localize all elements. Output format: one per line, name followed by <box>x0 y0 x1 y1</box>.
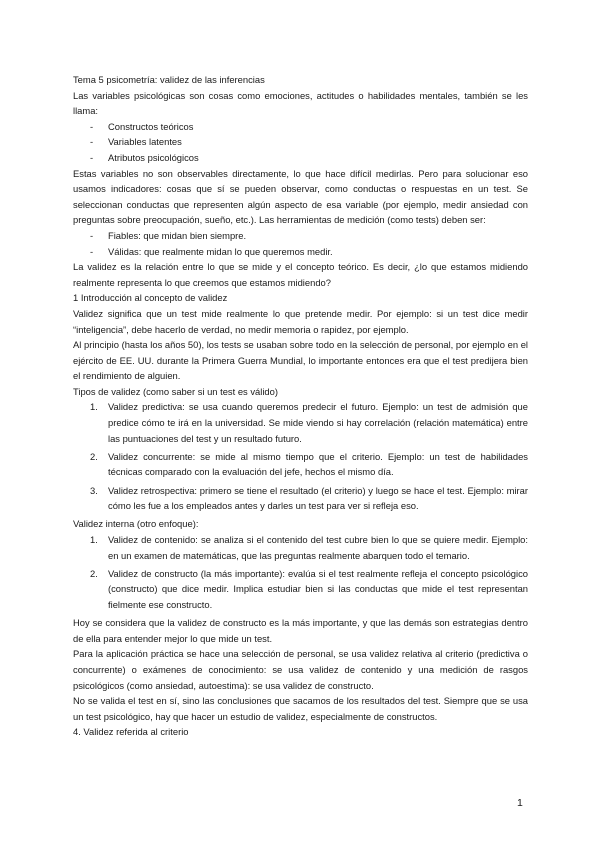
types-heading: Tipos de validez (como saber si un test es válido) <box>73 385 278 397</box>
document-body <box>73 72 528 740</box>
section1-paragraph-2: Al principio (hasta los años 50), los tests se usaban sobre todo en la selección de personal, por ejemplo en el ejército de EE. UU. durante la Primera Guerra Mundial, lo importante entonces era que el test predijera bien el rendimiento de alguien. <box>73 339 528 382</box>
list-item: 3. Validez retrospectiva: primero se tiene el resultado (el criterio) y luego se hace el test. Ejemplo: mirar cómo les fue a los empleados antes y darles un test para ver si refleja eso. <box>90 484 528 512</box>
section-heading: 1 Introducción al concepto de validez <box>73 292 228 304</box>
list-item: - Fiables: que midan bien siempre. <box>73 228 528 244</box>
internal-validity-list <box>73 532 528 613</box>
document-title: Tema 5 psicometría: validez de las inferencias <box>73 74 265 85</box>
practical-paragraph: Para la aplicación práctica se hace una selección de personal, se usa validez relativa al criterio (predictiva o concurrente) o exámenes de conocimiento: se usa validez de contenido y una medición de rasgos psicológicos (como ansiedad, autoestima): se usa validez de constructo. <box>73 648 528 691</box>
list-item: 1. Validez de contenido: se analiza si el contenido del test cubre bien lo que se quiere medir. Ejemplo: en un examen de matemáticas, que las preguntas realmente abarquen todo el temario. <box>90 534 528 561</box>
section1-paragraph-1: Validez significa que un test mide realmente lo que pretende medir. Por ejemplo: si un test dice medir “inteligencia”, debe hacerlo de verdad, no medir memoria o rapidez, por ejemplo. <box>73 307 528 335</box>
names-list <box>73 119 528 166</box>
list-item: - Constructos teóricos <box>73 119 528 135</box>
internal-heading: Validez interna (otro enfoque): <box>73 518 199 530</box>
requirements-list <box>73 228 528 259</box>
section-heading: 4. Validez referida al criterio <box>73 726 189 738</box>
today-paragraph: Hoy se considera que la validez de constructo es la más importante, y que las demás son estrategias dentro de ella para entender mejor lo que mide un test. <box>73 617 528 644</box>
list-item: - Válidas: que realmente midan lo que queremos medir. <box>73 244 528 260</box>
list-item: - Atributos psicológicos <box>73 150 528 166</box>
list-item: - Variables latentes <box>73 134 528 150</box>
list-item: 2. Validez de constructo (la más importante): evalúa si el test realmente refleja el concepto psicológico (constructo) que dice medir. Implica estudiar bien si las conductas que mide el test representan fielmente ese constructo. <box>90 567 528 610</box>
indicators-paragraph: Estas variables no son observables directamente, lo que hace difícil medirlas. Pero para solucionar eso usamos indicadores: cosas que sí se pueden observar, como conductas o respuestas en un test. Se seleccionan conductas que representen algún aspecto de esa variable (por ejemplo, medir ansiedad con preguntas sobre preocupación, sueño, etc.). Las herramientas de medición (como tests) deben ser: <box>73 167 528 226</box>
validity-definition: La validez es la relación entre lo que se mide y el concepto teórico. Es decir, ¿lo que estamos midiendo realmente representa lo que creemos que estamos midiendo? <box>73 261 528 288</box>
list-item: 1. Validez predictiva: se usa cuando queremos predecir el futuro. Ejemplo: un test de admisión que predice cómo te irá en la universidad. Se mide viendo si hay correlación (relación matemática) entre las puntuaciones del test y un resultado futuro. <box>90 401 528 444</box>
page-number: 1 <box>517 797 523 809</box>
intro-paragraph: Las variables psicológicas son cosas como emociones, actitudes o habilidades mentales, también se les llama: <box>73 89 528 117</box>
validity-types-list <box>73 399 528 513</box>
list-item: 2. Validez concurrente: se mide al mismo tiempo que el criterio. Ejemplo: un test de habilidades técnicas comparado con la evaluación del jefe, hechos el mismo día. <box>90 450 528 478</box>
conclusions-paragraph: No se valida el test en sí, sino las conclusiones que sacamos de los resultados del test. Siempre que se usa un test psicológico, hay que hacer un estudio de validez, especialmente de constructos. <box>73 695 528 722</box>
